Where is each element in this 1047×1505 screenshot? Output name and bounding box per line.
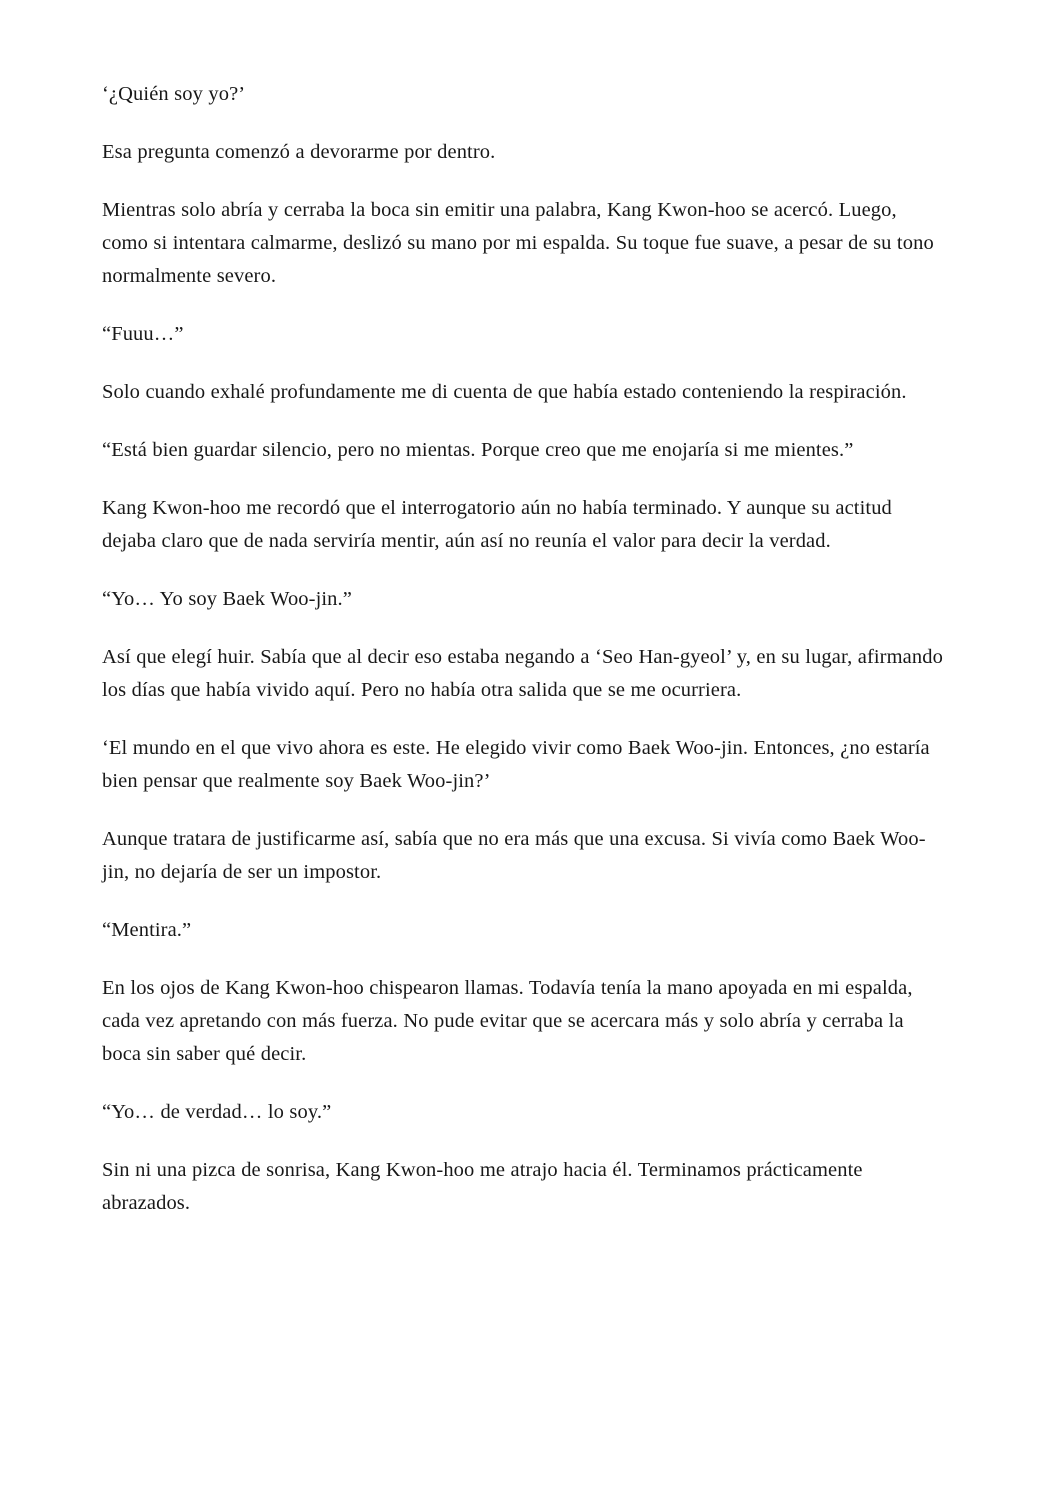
paragraph: Solo cuando exhalé profundamente me di cuenta de que había estado conteniendo la respiración. xyxy=(102,381,907,403)
paragraph: Sin ni una pizca de sonrisa, Kang Kwon-hoo me atrajo hacia él. Terminamos prácticamente abrazados. xyxy=(102,1159,863,1214)
paragraph: Esa pregunta comenzó a devorarme por dentro. xyxy=(102,141,496,163)
paragraph: ‘¿Quién soy yo?’ xyxy=(102,83,246,105)
paragraph: Así que elegí huir. Sabía que al decir eso estaba negando a ‘Seo Han-gyeol’ y, en su lugar, afirmando los días que había vivido aquí. Pero no había otra salida que se me ocurriera. xyxy=(102,646,943,701)
document-text-body xyxy=(102,78,947,1220)
paragraph: ‘El mundo en el que vivo ahora es este. He elegido vivir como Baek Woo-jin. Entonces, ¿no estaría bien pensar que realmente soy Baek Woo-jin?’ xyxy=(102,737,930,792)
paragraph: Aunque tratara de justificarme así, sabía que no era más que una excusa. Si vivía como Baek Woo-jin, no dejaría de ser un impostor. xyxy=(102,828,926,883)
paragraph: Mientras solo abría y cerraba la boca sin emitir una palabra, Kang Kwon-hoo se acercó. Luego, como si intentara calmarme, deslizó su mano por mi espalda. Su toque fue suave, a pesar de su tono normalmente severo. xyxy=(102,199,934,287)
paragraph: Kang Kwon-hoo me recordó que el interrogatorio aún no había terminado. Y aunque su actitud dejaba claro que de nada serviría mentir, aún así no reunía el valor para decir la verdad. xyxy=(102,497,892,552)
paragraph: “Fuuu…” xyxy=(102,323,184,345)
paragraph: En los ojos de Kang Kwon-hoo chispearon llamas. Todavía tenía la mano apoyada en mi espalda, cada vez apretando con más fuerza. No pude evitar que se acercara más y solo abría y cerraba la boca sin saber qué decir. xyxy=(102,977,913,1065)
paragraph: “Está bien guardar silencio, pero no mientas. Porque creo que me enojaría si me mientes.” xyxy=(102,439,854,461)
paragraph: “Yo… de verdad… lo soy.” xyxy=(102,1101,332,1123)
paragraph: “Yo… Yo soy Baek Woo-jin.” xyxy=(102,588,352,610)
paragraph: “Mentira.” xyxy=(102,919,192,941)
